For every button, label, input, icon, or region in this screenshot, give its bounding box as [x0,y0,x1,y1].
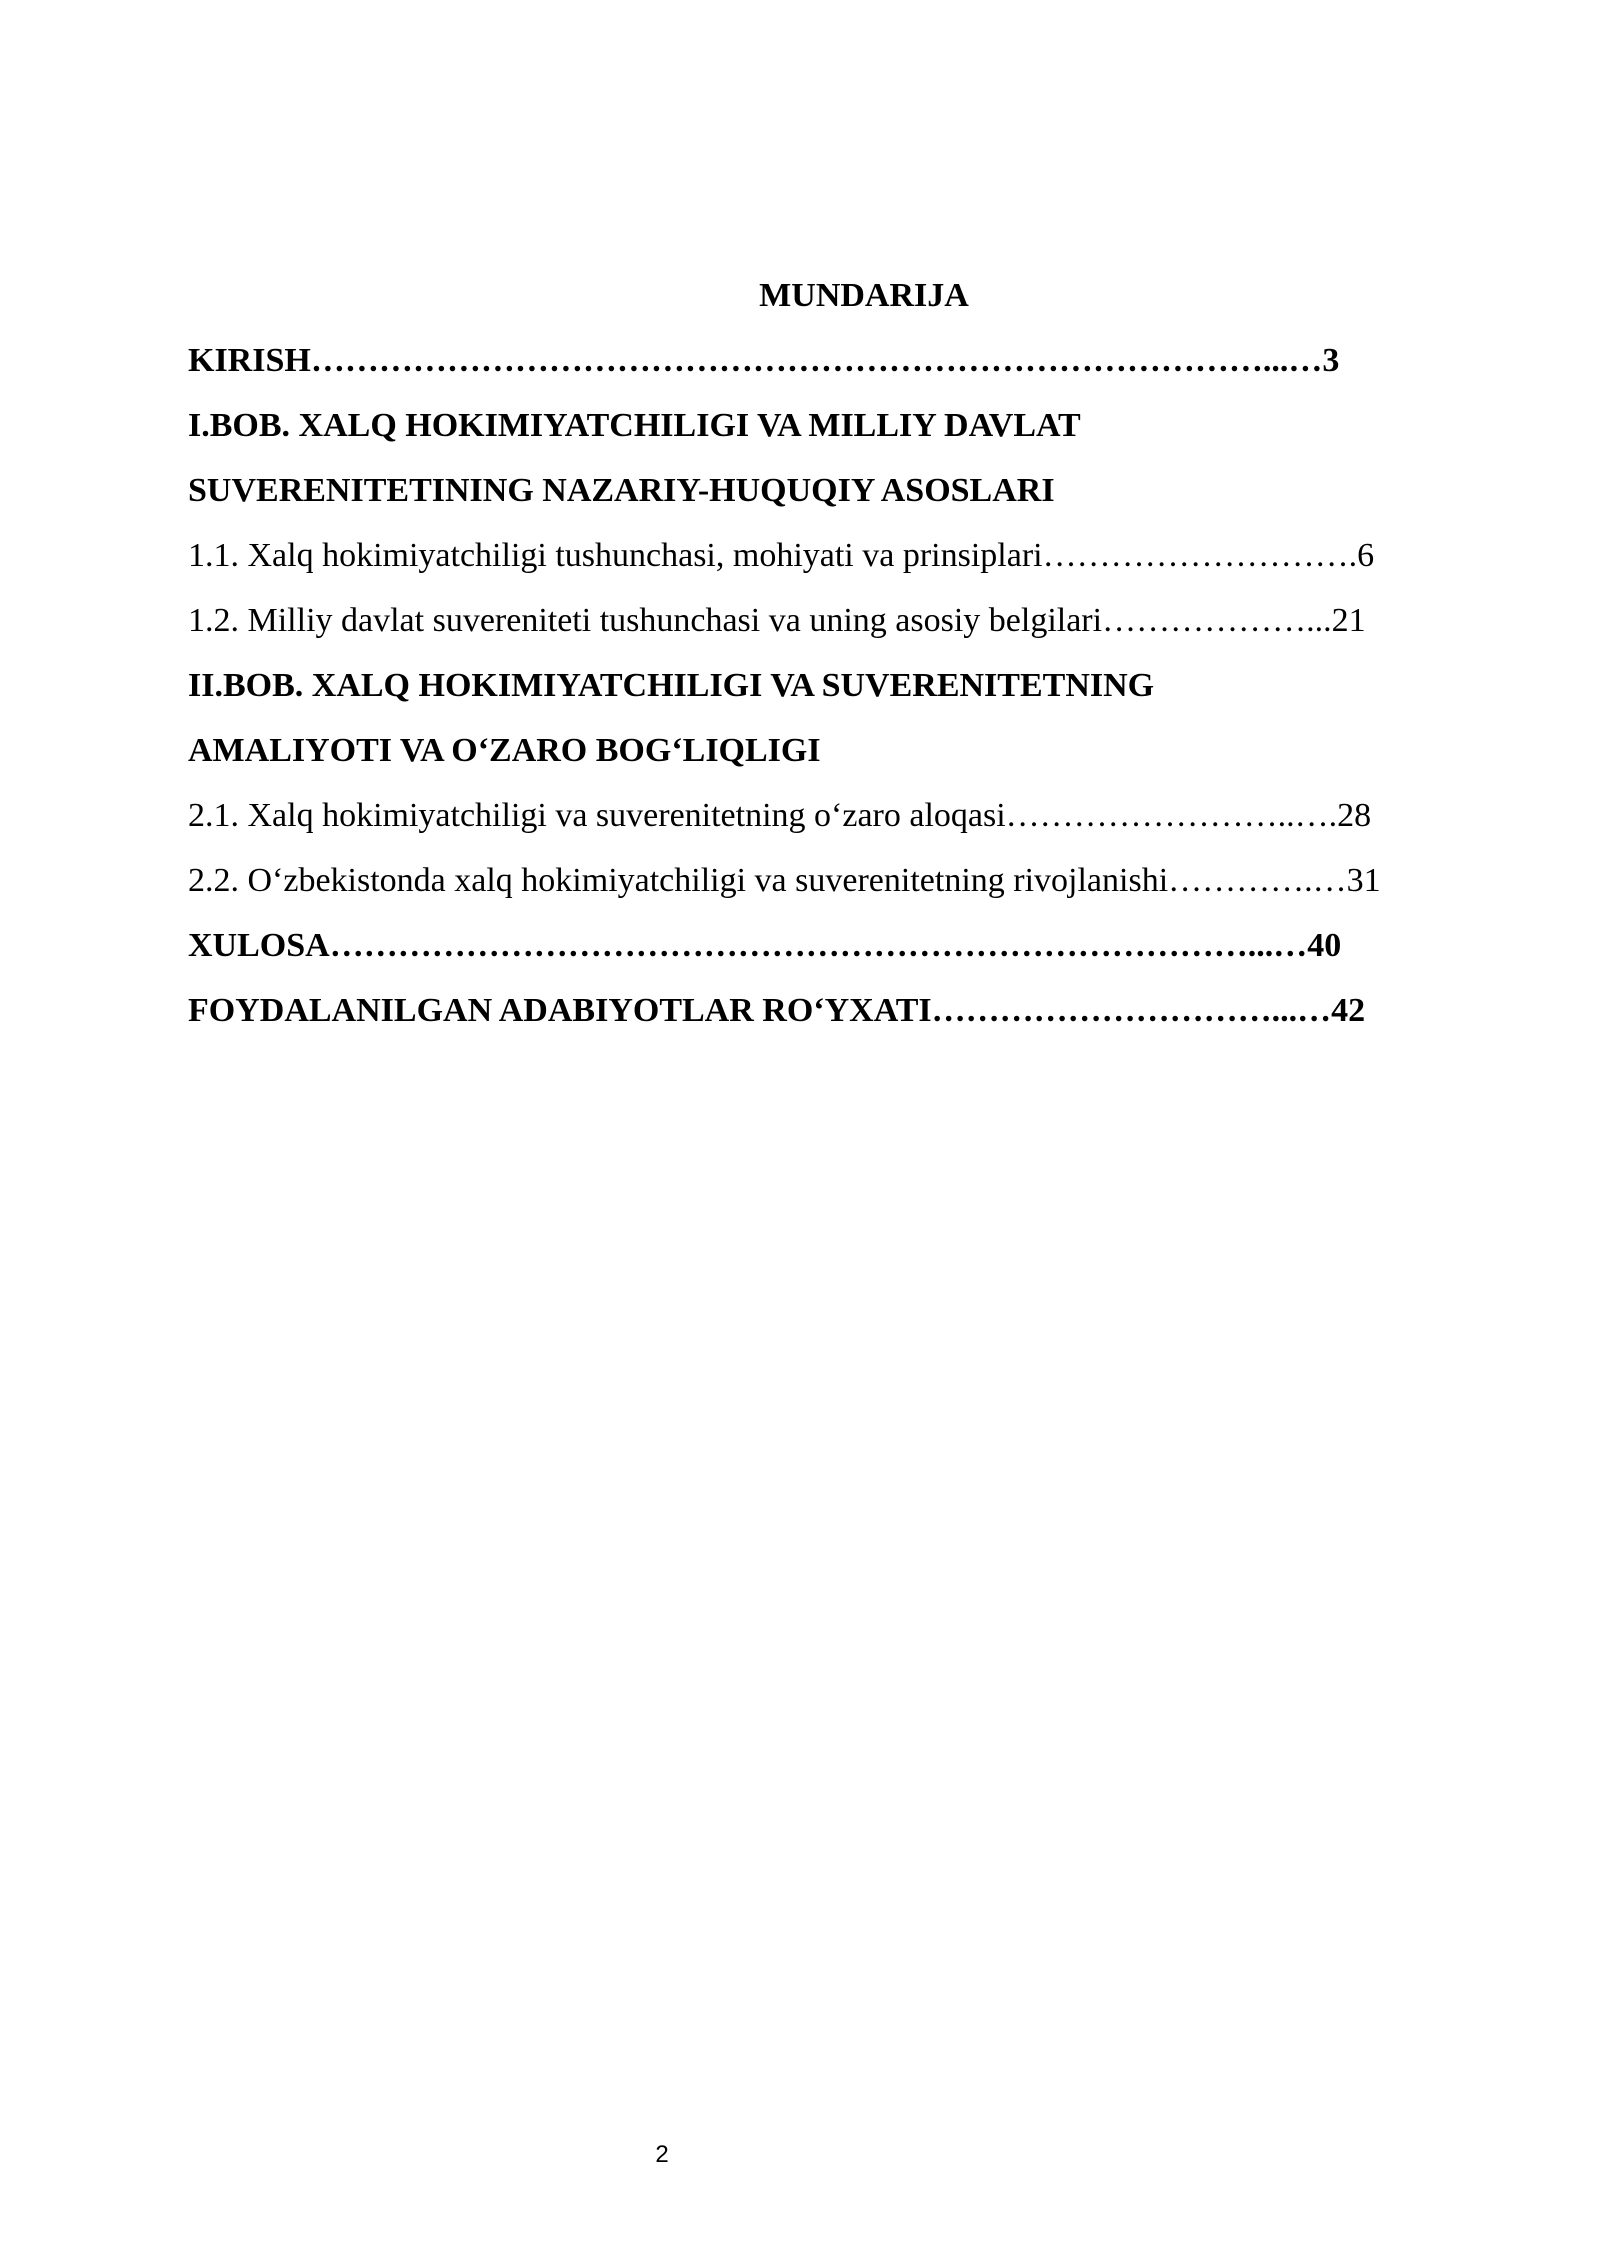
toc-chapter-2-heading-cont: AMALIYOTI VA O‘ZARO BOG‘LIQLIGI [188,732,821,769]
toc-title: MUNDARIJA [759,277,969,314]
toc-entry-references: FOYDALANILGAN ADABIYOTLAR RO‘YXATI…………………………...…42 [188,992,1366,1029]
toc-chapter-2-heading: II.BOB. XALQ HOKIMIYATCHILIGI VA SUVERENITETNING [188,667,1155,704]
toc-entry-2-1: 2.1. Xalq hokimiyatchiligi va suverenitetning o‘zaro aloqasi……………………..….28 [188,797,1372,834]
page-number: 2 [655,2141,669,2168]
toc-chapter-1-heading: I.BOB. XALQ HOKIMIYATCHILIGI VA MILLIY DAVLAT [188,407,1081,444]
table-of-contents [188,263,1504,1043]
toc-chapter-1-heading-cont: SUVERENITETINING NAZARIY-HUQUQIY ASOSLARI [188,472,1055,509]
toc-entry-conclusion: XULOSA………………………………………………………………………...…40 [188,927,1342,964]
toc-entry-1-1: 1.1. Xalq hokimiyatchiligi tushunchasi, mohiyati va prinsiplari……………………….6 [188,537,1375,574]
toc-entry-introduction: KIRISH…………………………………………………………………………...…3 [188,342,1340,379]
toc-entry-1-2: 1.2. Milliy davlat suvereniteti tushunchasi va uning asosiy belgilari………………...21 [188,602,1366,639]
toc-entry-2-2: 2.2. O‘zbekistonda xalq hokimiyatchiligi va suverenitetning rivojlanishi………….…31 [188,862,1381,899]
